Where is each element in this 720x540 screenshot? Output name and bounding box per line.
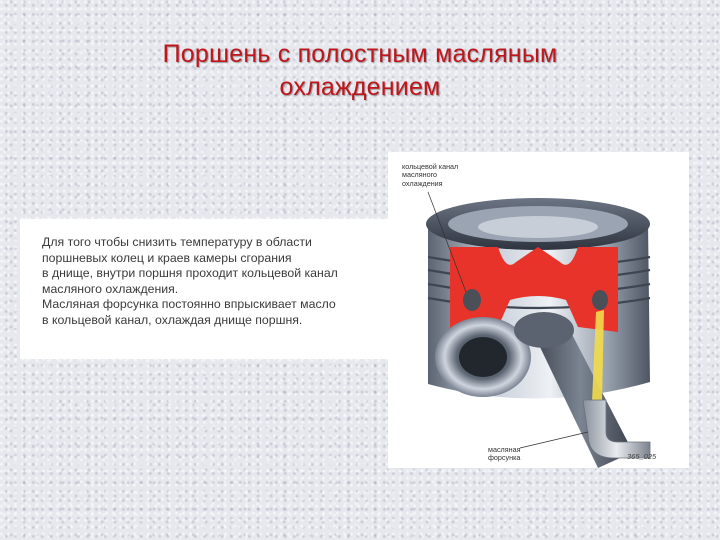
description-line: в днище, внутри поршня проходит кольцевой канал [42,266,338,280]
oil-channel-label: кольцевой канал масляного охлаждения [402,162,459,188]
description-line: Для того чтобы снизить температуру в области [42,235,312,249]
description-line: поршневых колец и краев камеры сгорания [42,250,292,265]
description-line: Масляная форсунка постоянно впрыскивает масло [42,297,336,311]
oil-nozzle-label: масляная форсунка [488,445,521,463]
figure-code: 365_025 [627,452,657,461]
slide-title [0,38,720,104]
oil-channel-left [463,289,481,311]
title-line-2: охлаждением [279,73,441,101]
piston-cutaway-illustration [388,152,689,468]
piston-figure [388,152,689,468]
oil-channel-right [592,290,608,310]
description-line: масляного охлаждения. [42,281,179,296]
description-line: в кольцевой канал, охлаждая днище поршня. [42,312,303,327]
title-line-1: Поршень с полостным масляным [162,40,558,68]
description-panel [20,219,388,359]
